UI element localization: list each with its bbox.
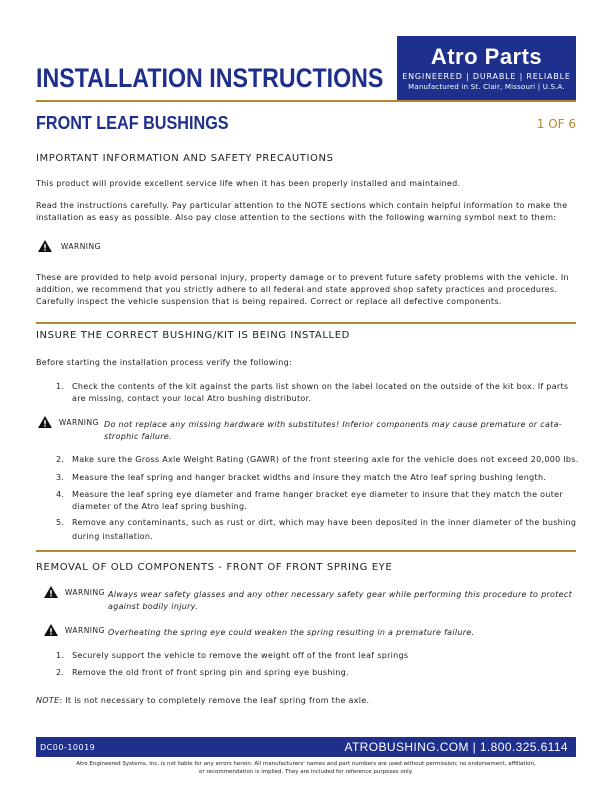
- removal-step-2: Remove the old front of front spring pin and spring eye bushing.: [72, 668, 349, 677]
- section-divider-1: [36, 322, 576, 324]
- safety-paragraph-3-line-1: These are provided to help avoid personal injury, property damage or to prevent future safety problems with the vehicle. In: [36, 273, 569, 282]
- section-divider-2: [36, 550, 576, 552]
- warning-overheating-text: Overheating the spring eye could weaken the spring resulting in a premature failure.: [108, 628, 475, 637]
- step-number: 3.: [56, 473, 65, 482]
- brand-tagline: ENGINEERED | DURABLE | RELIABLE: [402, 72, 571, 81]
- warning-safety-glasses-line-1: Always wear safety glasses and any other necessary safety gear while performing this procedure to protect: [108, 590, 573, 599]
- safety-paragraph-3-line-2: addition, we recommend that you strictly adhere to all federal and state approved shop safety practices and procedures.: [36, 285, 558, 294]
- warning-label: WARNING: [64, 625, 105, 635]
- safety-paragraph-2-line-2: installation as easy as possible. Also pay close attention to the sections with the following warning symbol next to them:: [36, 213, 557, 222]
- step-number: 1.: [56, 651, 65, 660]
- header-divider: [36, 100, 576, 102]
- warning-substitutes: [38, 416, 99, 429]
- removal-step-1: Securely support the vehicle to remove the weight off of the front leaf springs: [72, 651, 409, 660]
- warning-safety-glasses: [44, 586, 105, 599]
- warning-label: WARNING: [60, 241, 101, 251]
- verify-step-4-line-1: Measure the leaf spring eye diameter and frame hanger bracket eye diameter to insure that they match the outer: [72, 490, 563, 499]
- verify-step-3: Measure the leaf spring and hanger bracket widths and insure they match the Atro leaf spring bushing length.: [72, 473, 547, 482]
- section-heading-removal: REMOVAL OF OLD COMPONENTS - FRONT OF FRONT SPRING EYE: [36, 562, 393, 573]
- legal-disclaimer: [36, 760, 576, 776]
- note-label: NOTE: [36, 696, 60, 705]
- brand-logo-box: [397, 36, 576, 100]
- verify-step-5-line-2: during installation.: [72, 532, 154, 541]
- warning-safety-glasses-line-2: against bodily injury.: [108, 602, 198, 611]
- safety-paragraph-2-line-1: Read the instructions carefully. Pay particular attention to the NOTE sections which contain helpful information to make the: [36, 201, 568, 210]
- website-phone[interactable]: ATROBUSHING.COM | 1.800.325.6114: [344, 740, 568, 754]
- verify-step-5-line-1: Remove any contaminants, such as rust or dirt, which may have been deposited in the inner diameter of the bushing: [72, 518, 577, 527]
- removal-note: [36, 695, 369, 707]
- step-number: 2.: [56, 668, 65, 677]
- verify-step-4-line-2: diameter of the Atro leaf spring bushing.: [72, 502, 248, 511]
- step-number: 5.: [56, 518, 65, 527]
- brand-name: Atro Parts: [430, 44, 543, 69]
- step-number: 2.: [56, 455, 65, 464]
- warning-substitutes-line-2: strophic failure.: [104, 432, 172, 441]
- verify-step-1-line-1: Check the contents of the kit against the parts list shown on the label located on the outside of the kit box. If parts: [72, 382, 569, 391]
- warning-symbol-example: [38, 240, 101, 253]
- section-heading-verify: INSURE THE CORRECT BUSHING/KIT IS BEING INSTALLED: [36, 330, 350, 341]
- warning-overheating: [44, 624, 105, 637]
- warning-icon: [38, 416, 52, 428]
- section-heading-safety: IMPORTANT INFORMATION AND SAFETY PRECAUTIONS: [36, 153, 334, 164]
- warning-substitutes-line-1: Do not replace any missing hardware with substitutes! Inferior components may cause premature or cata-: [104, 420, 562, 429]
- warning-label: WARNING: [64, 587, 105, 597]
- verify-step-2: Make sure the Gross Axle Weight Rating (GAWR) of the front steering axle for the vehicle does not exceed 20,000 lbs.: [72, 455, 579, 464]
- note-text: : It is not necessary to completely remove the leaf spring from the axle.: [59, 696, 370, 705]
- safety-paragraph-3-line-3: Carefully inspect the vehicle suspension that is being repaired. Correct or replace all defective components.: [36, 297, 502, 306]
- brand-location: Manufactured in St. Clair, Missouri | U.S.A.: [408, 83, 565, 91]
- document-title: INSTALLATION INSTRUCTIONS: [36, 63, 384, 93]
- document-subtitle: FRONT LEAF BUSHINGS: [36, 113, 229, 133]
- warning-label: WARNING: [58, 417, 99, 427]
- step-number: 1.: [56, 382, 65, 391]
- verify-step-1-line-2: are missing, contact your local Atro bushing distributor.: [72, 394, 312, 403]
- disclaimer-line-2: or recommendation is implied. They are included for reference purposes only.: [199, 769, 413, 775]
- warning-icon: [44, 586, 58, 598]
- warning-icon: [38, 240, 52, 252]
- page-number: 1 OF 6: [536, 117, 576, 131]
- step-number: 4.: [56, 490, 65, 499]
- disclaimer-line-1: Atro Engineered Systems, Inc. is not liable for any errors herein. All manufacturers' names and part numbers are used without permission; no endorsement, affiliation,: [76, 761, 536, 767]
- safety-paragraph-1: This product will provide excellent service life when it has been properly installed and maintained.: [36, 179, 461, 188]
- warning-icon: [44, 624, 58, 636]
- document-code: DC00-10019: [40, 743, 96, 752]
- verify-intro: Before starting the installation process verify the following:: [36, 358, 292, 367]
